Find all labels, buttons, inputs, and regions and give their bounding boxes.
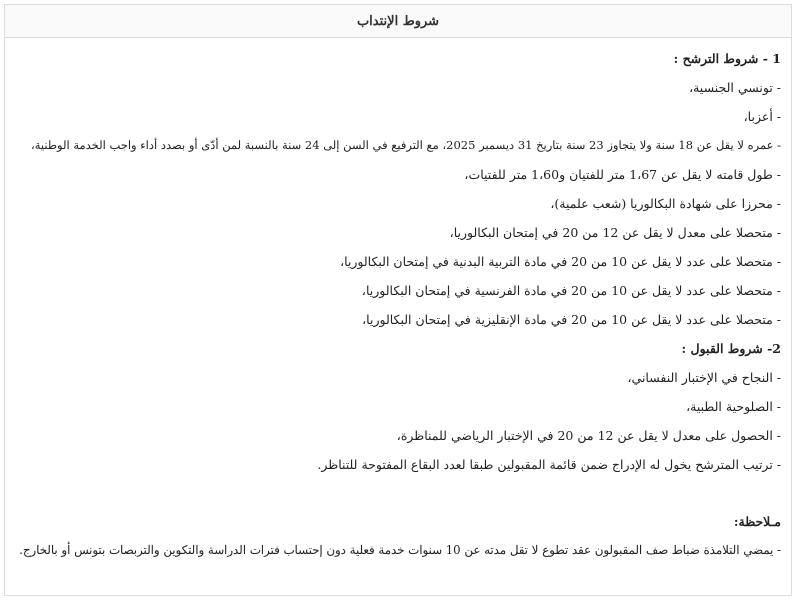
list-item: - النجاح في الإختبار النفساني، <box>627 370 781 385</box>
list-item: - محرزا على شهادة البكالوريا (شعب علمية)، <box>550 196 781 211</box>
spacer <box>17 479 781 507</box>
conditions-content <box>5 38 791 565</box>
list-item: - أعزبا، <box>743 109 781 124</box>
panel-title: شروط الإنتداب <box>5 5 791 38</box>
note-title: مـلاحظة: <box>733 514 781 529</box>
section2-title: 2- شروط القبول : <box>681 341 781 356</box>
list-item: - متحصلا على عدد لا يقل عن 10 من 20 في مادة الفرنسية في إمتحان البكالوريا، <box>361 283 781 298</box>
list-item: - متحصلا على معدل لا يقل عن 12 من 20 في إمتحان البكالوريا، <box>449 225 781 240</box>
list-item: - طول قامته لا يقل عن 1،67 متر للفتيان و1،60 متر للفتيات، <box>464 167 781 182</box>
list-item: - متحصلا على عدد لا يقل عن 10 من 20 في مادة التربية البدنية في إمتحان البكالوريا، <box>340 254 781 269</box>
list-item: - متحصلا على عدد لا يقل عن 10 من 20 في مادة الإنقليزية في إمتحان البكالوريا، <box>362 312 781 327</box>
section1-title: 1 - شروط الترشح : <box>673 51 781 66</box>
enlistment-conditions-panel <box>4 4 792 596</box>
list-item: - الصلوحية الطبية، <box>686 399 781 414</box>
list-item: - تونسي الجنسية، <box>689 80 781 95</box>
list-item: - عمره لا يقل عن 18 سنة ولا يتجاوز 23 سنة بتاريخ 31 ديسمبر 2025، مع الترفيع في السن إلى 24 سنة بالنسبة لمن أدّى أو بصدد أداء واجب الخدمة الوطنية، <box>31 138 781 152</box>
note-text: - يمضي التلامذة ضباط صف المقبولون عقد تطوع لا تقل مدته عن 10 سنوات خدمة فعلية دون إحتساب فترات الدراسة والتكوين والتربصات بتونس أو بالخارج. <box>19 543 781 557</box>
list-item: - الحصول على معدل لا يقل عن 12 من 20 في الإختبار الرياضي للمناظرة، <box>396 428 781 443</box>
list-item: - ترتيب المترشح يخول له الإدراج ضمن قائمة المقبولين طبقا لعدد البقاع المفتوحة للتناظر. <box>317 457 781 472</box>
